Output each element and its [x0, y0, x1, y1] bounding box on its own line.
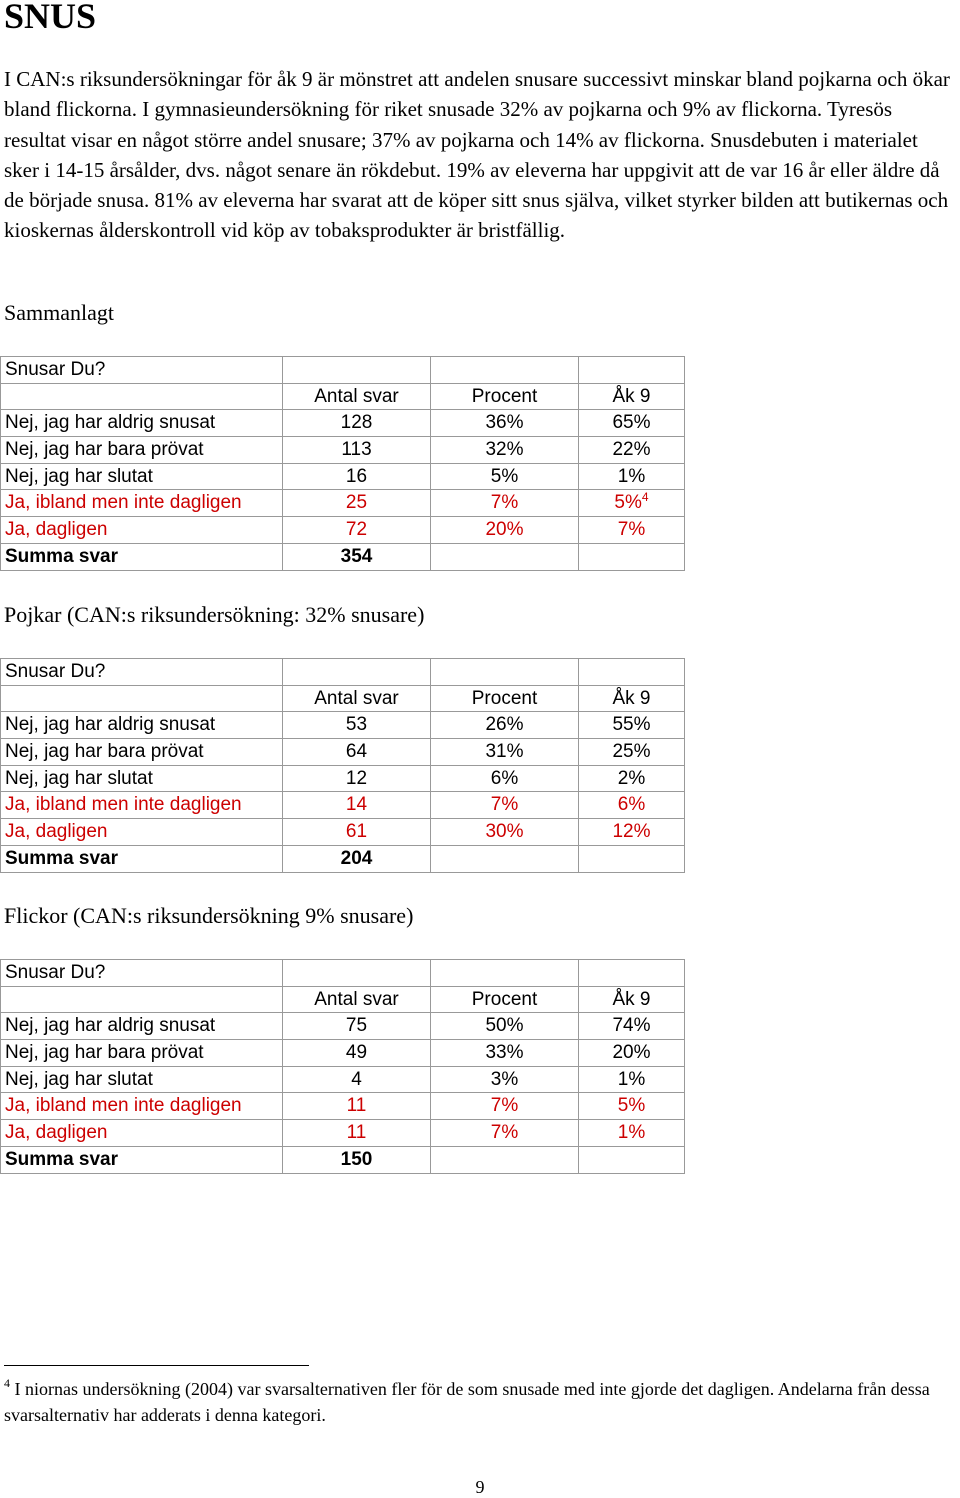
table-question-row	[1, 960, 685, 987]
row-label: Ja, ibland men inte dagligen	[1, 1093, 283, 1120]
row-procent: 5%	[431, 463, 579, 490]
header-antal: Antal svar	[283, 986, 431, 1013]
header-antal: Antal svar	[283, 383, 431, 410]
section-heading-total: Sammanlagt	[4, 300, 114, 325]
table-total-row	[1, 1146, 685, 1173]
table-header-row	[1, 685, 685, 712]
row-procent: 7%	[431, 792, 579, 819]
table-header-row	[1, 986, 685, 1013]
row-ak9: 1%	[579, 463, 685, 490]
row-label: Nej, jag har aldrig snusat	[1, 410, 283, 437]
row-ak9: 20%	[579, 1040, 685, 1067]
page-title: SNUS	[4, 0, 97, 36]
row-antal: 11	[283, 1093, 431, 1120]
row-label: Ja, dagligen	[1, 517, 283, 544]
row-procent: 7%	[431, 490, 579, 517]
table-row	[1, 1013, 685, 1040]
table-row	[1, 1040, 685, 1067]
table-row	[1, 792, 685, 819]
row-antal: 64	[283, 739, 431, 766]
row-label: Nej, jag har aldrig snusat	[1, 1013, 283, 1040]
intro-paragraph: I CAN:s riksundersökningar för åk 9 är mönstret att andelen snusare successivt minskar bland pojkarna och ökar bland flickorna. I gymnasieundersökning för riket snusade 32% av pojkarna och 9% av flickorna. Tyresös resultat visar en något större andel snusare; 37% av pojkarna och 14% av flickorna. Snusdebuten i materialet sker i 14-15 årsålder, dvs. något senare än rökdebut. 19% av eleverna har uppgivit att de var 16 år eller äldre då de började snusa. 81% av eleverna har svarat att de köper sitt snus själva, vilket styrker bilden att butikernas och kioskernas ålderskontroll vid köp av tobaksprodukter är bristfällig.	[4, 67, 950, 243]
footnote	[4, 1376, 944, 1428]
table-header-row	[1, 383, 685, 410]
row-procent: 50%	[431, 1013, 579, 1040]
table-row	[1, 1093, 685, 1120]
footnote-reference: 4	[641, 490, 649, 505]
row-label: Ja, dagligen	[1, 819, 283, 846]
row-procent: 33%	[431, 1040, 579, 1067]
row-procent: 3%	[431, 1066, 579, 1093]
row-procent: 30%	[431, 819, 579, 846]
table-question-row	[1, 357, 685, 384]
row-procent: 36%	[431, 410, 579, 437]
total-antal: 204	[283, 845, 431, 872]
table-row	[1, 463, 685, 490]
row-antal: 49	[283, 1040, 431, 1067]
row-label: Ja, ibland men inte dagligen	[1, 490, 283, 517]
table-row	[1, 517, 685, 544]
section-heading-girls: Flickor (CAN:s riksundersökning 9% snusare)	[4, 903, 414, 928]
row-antal: 72	[283, 517, 431, 544]
total-antal: 150	[283, 1146, 431, 1173]
row-procent: 31%	[431, 739, 579, 766]
row-antal: 14	[283, 792, 431, 819]
question-cell: Snusar Du?	[1, 659, 283, 686]
row-antal: 53	[283, 712, 431, 739]
row-procent: 7%	[431, 1093, 579, 1120]
row-antal: 16	[283, 463, 431, 490]
header-antal: Antal svar	[283, 685, 431, 712]
row-ak9: 12%	[579, 819, 685, 846]
row-procent: 32%	[431, 437, 579, 464]
row-ak9: 1%	[579, 1066, 685, 1093]
row-label: Ja, ibland men inte dagligen	[1, 792, 283, 819]
row-ak9: 6%	[579, 792, 685, 819]
table-boys	[0, 658, 685, 873]
table-total-row	[1, 543, 685, 570]
header-procent: Procent	[431, 383, 579, 410]
table-total-row	[1, 845, 685, 872]
row-procent: 6%	[431, 765, 579, 792]
row-label: Nej, jag har aldrig snusat	[1, 712, 283, 739]
row-ak9: 55%	[579, 712, 685, 739]
footnote-text: I niornas undersökning (2004) var svarsalternativen fler för de som snusade med inte gjorde det dagligen. Andelarna från dessa svarsalternativ har adderats i denna kategori.	[4, 1379, 930, 1425]
header-ak9: Åk 9	[579, 685, 685, 712]
table-question-row	[1, 659, 685, 686]
row-antal: 61	[283, 819, 431, 846]
header-ak9: Åk 9	[579, 986, 685, 1013]
ak9-value: 5%	[614, 492, 642, 514]
footnote-marker: 4	[4, 1376, 10, 1390]
section-heading-boys: Pojkar (CAN:s riksundersökning: 32% snusare)	[4, 602, 425, 627]
footnote-separator	[4, 1365, 309, 1366]
table-row	[1, 712, 685, 739]
row-label: Nej, jag har slutat	[1, 463, 283, 490]
total-antal: 354	[283, 543, 431, 570]
row-ak9: 65%	[579, 410, 685, 437]
table-row	[1, 437, 685, 464]
question-cell: Snusar Du?	[1, 960, 283, 987]
table-row	[1, 765, 685, 792]
row-label: Nej, jag har bara prövat	[1, 437, 283, 464]
table-girls	[0, 959, 685, 1174]
table-row	[1, 490, 685, 517]
row-antal: 11	[283, 1120, 431, 1147]
row-antal: 75	[283, 1013, 431, 1040]
total-label: Summa svar	[1, 1146, 283, 1173]
header-procent: Procent	[431, 685, 579, 712]
header-ak9: Åk 9	[579, 383, 685, 410]
row-ak9: 25%	[579, 739, 685, 766]
row-label: Nej, jag har bara prövat	[1, 739, 283, 766]
row-antal: 4	[283, 1066, 431, 1093]
row-label: Nej, jag har slutat	[1, 1066, 283, 1093]
table-row	[1, 739, 685, 766]
row-ak9: 74%	[579, 1013, 685, 1040]
row-ak9: 2%	[579, 765, 685, 792]
page-number: 9	[475, 1477, 485, 1497]
row-procent: 26%	[431, 712, 579, 739]
table-total	[0, 356, 685, 571]
row-ak9: 22%	[579, 437, 685, 464]
table-row	[1, 1066, 685, 1093]
row-label: Nej, jag har bara prövat	[1, 1040, 283, 1067]
row-antal: 12	[283, 765, 431, 792]
table-row	[1, 410, 685, 437]
total-label: Summa svar	[1, 543, 283, 570]
row-antal: 128	[283, 410, 431, 437]
row-ak9: 5%	[579, 1093, 685, 1120]
row-label: Ja, dagligen	[1, 1120, 283, 1147]
row-ak9	[579, 490, 685, 517]
row-antal: 25	[283, 490, 431, 517]
header-procent: Procent	[431, 986, 579, 1013]
question-cell: Snusar Du?	[1, 357, 283, 384]
total-label: Summa svar	[1, 845, 283, 872]
table-row	[1, 819, 685, 846]
row-antal: 113	[283, 437, 431, 464]
row-ak9: 1%	[579, 1120, 685, 1147]
row-ak9: 7%	[579, 517, 685, 544]
row-label: Nej, jag har slutat	[1, 765, 283, 792]
row-procent: 20%	[431, 517, 579, 544]
row-procent: 7%	[431, 1120, 579, 1147]
table-row	[1, 1120, 685, 1147]
